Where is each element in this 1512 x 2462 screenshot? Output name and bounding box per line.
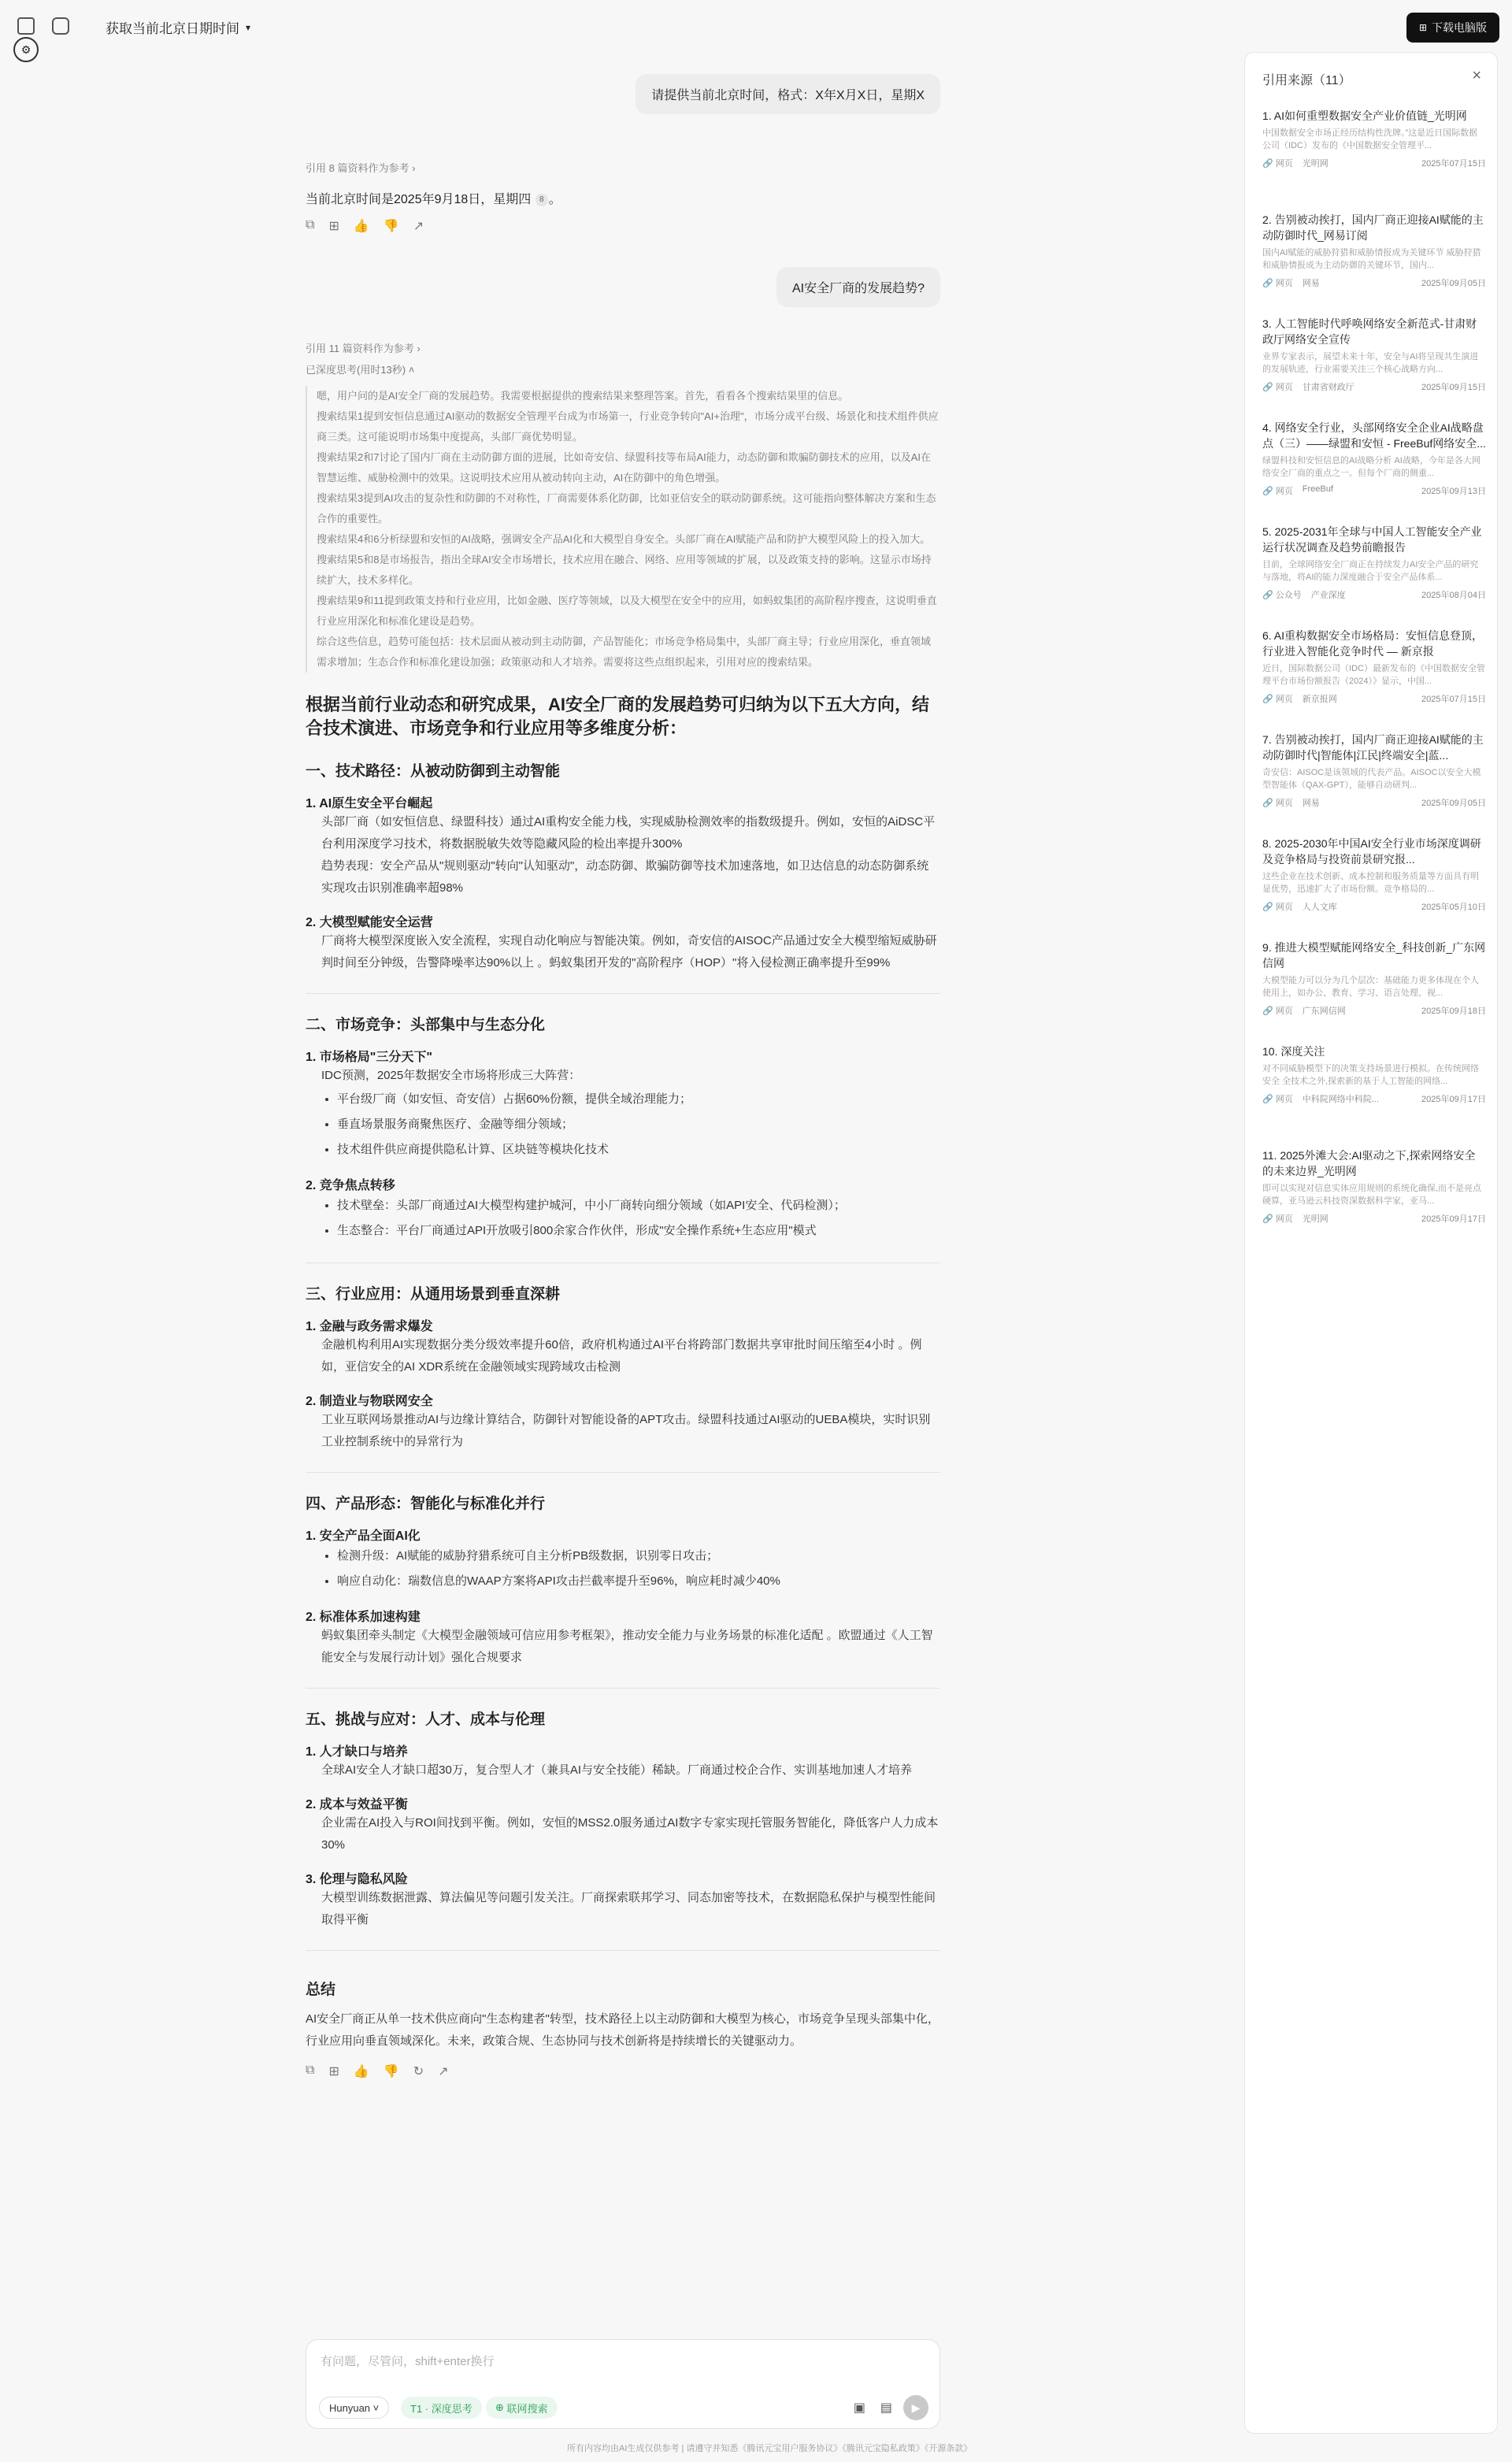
section-paragraph: 企业需在AI投入与ROI间找到平衡。例如，安恒的MSS2.0服务通过AI数字专家实现托管服务智能化，降低客户人力成本30% <box>321 1816 939 1852</box>
section-paragraph: IDC预测，2025年数据安全市场将形成三大阵营： <box>321 1069 581 1082</box>
share-icon[interactable]: ↗ <box>438 2065 449 2078</box>
chat-input-placeholder[interactable]: 有问题，尽管问，shift+enter换行 <box>321 2355 495 2368</box>
section-title: 五、挑战与应对：人才、成本与伦理 <box>306 1711 546 1728</box>
bookmark-icon[interactable]: ⊞ <box>328 2065 339 2078</box>
source-site: 广东网信网 <box>1302 1007 1346 1016</box>
source-snippet: 大模型能力可以分为几个层次：基础能力更多体现在个人使用上，如办公、教育、学习、语言处理、视... <box>1262 976 1479 998</box>
source-title[interactable]: 1. AI如何重塑数据安全产业价值链_光明网 <box>1262 109 1467 122</box>
source-type: 🔗 网页 <box>1262 799 1293 808</box>
sources-header: 引用来源（11） <box>1262 74 1351 87</box>
assistant-message <box>306 160 940 234</box>
message-actions <box>306 218 940 234</box>
message-actions <box>306 2063 940 2079</box>
source-title[interactable]: 5. 2025-2031年全球与中国人工智能安全产业运行状况调查及趋势前瞻报告 <box>1262 525 1482 554</box>
thumbs-down-icon[interactable]: 👎 <box>383 220 399 233</box>
subsection-title: 2. 成本与效益平衡 <box>306 1798 408 1811</box>
source-title[interactable]: 7. 告别被动挨打，国内厂商正迎接AI赋能的主动防御时代|智能体|江民|终端安全|蓝... <box>1262 733 1484 762</box>
source-title[interactable]: 10. 深度关注 <box>1262 1045 1325 1058</box>
bullet-item: • 垂直场景服务商聚焦医疗、金融等细分领域； <box>337 1112 940 1137</box>
source-site: 新京报网 <box>1302 695 1337 704</box>
model-selector[interactable]: Hunyuan ˅ <box>319 2397 389 2419</box>
assistant-message <box>306 340 940 2079</box>
source-meta <box>1262 588 1486 601</box>
source-meta <box>1262 380 1486 393</box>
section-paragraph: 全球AI安全人才缺口超30万，复合型人才（兼具AI与安全技能）稀缺。厂商通过校企合作、实训基地加速人才培养 <box>321 1763 913 1777</box>
download-app-label: 下载电脑版 <box>1432 21 1488 34</box>
divider <box>306 1950 940 1951</box>
source-card[interactable] <box>1262 1044 1486 1105</box>
deep-think-toggle[interactable]: 已深度思考(用时13秒) ˄ <box>306 364 415 376</box>
thinking-paragraph: 综合这些信息，趋势可能包括：技术层面从被动到主动防御，产品智能化；市场竞争格局集中，头部厂商主导；行业应用深化，垂直领域需求增加；生态合作和标准化建设加强；政策驱动和人才培养。需要将这些点组织起来，引用对应的搜索结果。 <box>317 636 932 668</box>
chat-input-box[interactable] <box>306 2339 940 2429</box>
source-card[interactable] <box>1262 732 1486 809</box>
source-snippet: 近日，国际数据公司（IDC）最新发布的《中国数据安全管理平台市场份额报告（2024）》显示，中国... <box>1262 664 1485 686</box>
source-title[interactable]: 2. 告别被动挨打，国内厂商正迎接AI赋能的主动防御时代_网易订阅 <box>1262 213 1484 242</box>
source-type: 🔗 网页 <box>1262 383 1293 392</box>
source-snippet: 中国数据安全市场正经历结构性洗牌。”这是近日国际数据公司（IDC）发布的《中国数据安全管理平... <box>1262 128 1478 150</box>
source-snippet: 这些企业在技术创新、成本控制和服务质量等方面具有明显优势，迅速扩大了市场份额。竞争格局的... <box>1262 872 1479 894</box>
source-site: 甘肃省财政厅 <box>1302 383 1354 392</box>
send-button[interactable]: ▶ <box>903 2395 928 2420</box>
source-date: 2025年05月10日 <box>1421 903 1486 912</box>
answer-headline: 根据当前行业动态和研究成果，AI安全厂商的发展趋势可归纳为以下五大方向，结合技术演进、市场竞争和行业应用等多维度分析： <box>306 695 930 738</box>
source-date: 2025年08月04日 <box>1421 591 1486 600</box>
source-title[interactable]: 3. 人工智能时代呼唤网络安全新范式-甘肃财政厅网络安全宣传 <box>1262 317 1477 346</box>
source-meta <box>1262 1092 1486 1105</box>
bullet-item: • 检测升级：AI赋能的威胁狩猎系统可自主分析PB级数据，识别零日攻击； <box>337 1544 940 1569</box>
source-title[interactable]: 9. 推进大模型赋能网络安全_科技创新_广东网信网 <box>1262 941 1486 970</box>
source-card[interactable] <box>1262 212 1486 289</box>
source-meta <box>1262 157 1486 169</box>
new-chat-icon[interactable] <box>52 17 69 35</box>
regenerate-icon[interactable]: ↻ <box>413 2065 424 2078</box>
thumbs-up-icon[interactable]: 👍 <box>353 2065 369 2078</box>
source-date: 2025年09月18日 <box>1421 1007 1486 1016</box>
section-paragraph: 金融机构利用AI实现数据分类分级效率提升60倍，政府机构通过AI平台将跨部门数据共享审批时间压缩至4小时 。例如，亚信安全的AI XDR系统在金融领域实现跨域攻击检测 <box>321 1338 922 1374</box>
footer-disclaimer: 所有内容均由AI生成仅供参考 | 请遵守并知悉《腾讯元宝用户服务协议》《腾讯元宝隐私政策》《开源条款》 <box>567 2444 973 2453</box>
source-snippet: 业界专家表示，展望未来十年，安全与AI将呈现共生演进的发展轨迹，行业需要关注三个核心战略方向... <box>1262 352 1479 374</box>
top-bar <box>0 0 1228 55</box>
source-date: 2025年09月05日 <box>1421 279 1486 288</box>
source-card[interactable] <box>1262 628 1486 705</box>
source-snippet: 即可以实现对信息实体应用规则的系统化确保,而不是亮点硬算，亚马逊云科技资深数据科学家，亚马... <box>1262 1184 1482 1206</box>
windows-icon: ⊞ <box>1418 22 1428 33</box>
thinking-paragraph: 搜索结果3提到AI攻击的复杂性和防御的不对称性，厂商需要体系化防御，比如亚信安全的联动防御系统。这可能指向整体解决方案和生态合作的重要性。 <box>317 492 936 525</box>
source-meta <box>1262 1004 1486 1017</box>
web-search-chip[interactable]: ⊕ 联网搜索 <box>486 2397 558 2419</box>
section-title: 一、技术路径：从被动防御到主动智能 <box>306 763 561 780</box>
source-date: 2025年09月17日 <box>1421 1095 1486 1104</box>
source-snippet: 奇安信：AISOC是该领域的代表产品。AISOC以安全大模型智能体（QAX-GPT），能够自动研判... <box>1262 768 1481 790</box>
source-meta <box>1262 900 1486 913</box>
section-title: 二、市场竞争：头部集中与生态分化 <box>306 1017 546 1033</box>
thinking-paragraph: 搜索结果5和8是市场报告，指出全球AI安全市场增长，技术应用在融合、网络、应用等领域的扩展，以及政策支持的影响。这显示市场持续扩大，技术多样化。 <box>317 554 932 586</box>
bullet-item: • 技术组件供应商提供隐私计算、区块链等模块化技术 <box>337 1137 940 1162</box>
bookmark-icon[interactable]: ⊞ <box>328 220 339 233</box>
source-card[interactable] <box>1262 420 1486 497</box>
thumbs-up-icon[interactable]: 👍 <box>353 220 369 233</box>
source-card[interactable] <box>1262 1148 1486 1225</box>
source-date: 2025年09月05日 <box>1421 799 1486 808</box>
chat-thread <box>306 63 940 2079</box>
source-type: 🔗 公众号 <box>1262 591 1302 600</box>
section-paragraph: 头部厂商（如安恒信息、绿盟科技）通过AI重构安全能力栈，实现威胁检测效率的指数级提升。例如，安恒的AiDSC平台利用深度学习技术，将数据脱敏失效等隐藏风险的检出率提升300% <box>321 815 936 851</box>
source-site: 网易 <box>1302 799 1320 808</box>
source-title[interactable]: 8. 2025-2030年中国AI安全行业市场深度调研及竞争格局与投资前景研究报... <box>1262 837 1481 866</box>
settings-icon[interactable]: ⚙ <box>13 37 39 62</box>
chevron-down-icon: ▾ <box>246 21 251 33</box>
source-type: 🔗 网页 <box>1262 279 1293 288</box>
source-site: 人人文库 <box>1302 903 1337 912</box>
thinking-content <box>306 386 940 673</box>
source-card[interactable] <box>1262 836 1486 913</box>
source-snippet: 对不同威胁模型下的决策支持场景进行模拟。在传统网络安全 全技术之外,探索新的基于人工智能的网络... <box>1262 1064 1479 1086</box>
section-title: 三、行业应用：从通用场景到垂直深耕 <box>306 1286 561 1303</box>
subsection-title: 1. AI原生安全平台崛起 <box>306 797 433 810</box>
answer-sections <box>306 759 940 1951</box>
subsection-title: 2. 竞争焦点转移 <box>306 1179 395 1192</box>
source-type: 🔗 网页 <box>1262 1214 1293 1224</box>
subsection-title: 2. 大模型赋能安全运营 <box>306 916 433 929</box>
source-meta <box>1262 692 1486 705</box>
section-paragraph: 趋势表现：安全产品从"规则驱动"转向"认知驱动"，动态防御、欺骗防御等技术加速落地，如卫达信息的动态防御系统实现攻击识别准确率超98% <box>321 859 929 895</box>
reference-count-link[interactable]: 引用 11 篇资料作为参考 › <box>306 343 421 354</box>
divider <box>306 993 940 994</box>
source-date: 2025年09月15日 <box>1421 383 1486 392</box>
source-card[interactable] <box>1262 524 1486 601</box>
source-site: 光明网 <box>1302 1214 1329 1224</box>
source-site: 产业深度 <box>1310 591 1346 600</box>
thinking-paragraph: 搜索结果9和11提到政策支持和行业应用，比如金融、医疗等领域，以及大模型在安全中的应用，如蚂蚁集团的高阶程序搜查，这说明垂直行业应用深化和标准化建设是趋势。 <box>317 595 937 627</box>
source-meta <box>1262 1212 1486 1225</box>
source-card[interactable] <box>1262 940 1486 1017</box>
source-meta <box>1262 796 1486 809</box>
section-paragraph: 蚂蚁集团牵头制定《大模型金融领域可信应用参考框架》，推动安全能力与业务场景的标准化适配 。欧盟通过《人工智能安全与发展行动计划》强化合规要求 <box>321 1629 933 1664</box>
subsection-title: 3. 伦理与隐私风险 <box>306 1873 408 1886</box>
source-site: 网易 <box>1302 279 1320 288</box>
globe-icon: ⊕ <box>495 2401 504 2413</box>
source-title[interactable]: 11. 2025外滩大会:AI驱动之下,探索网络安全的未来边界_光明网 <box>1262 1149 1476 1177</box>
subsection-title: 1. 安全产品全面AI化 <box>306 1529 421 1543</box>
bullet-list <box>306 1193 940 1244</box>
image-upload-icon[interactable]: ▣ <box>853 2401 865 2415</box>
section-title: 四、产品形态：智能化与标准化并行 <box>306 1496 546 1512</box>
copy-icon[interactable]: ⧉ <box>306 2063 315 2077</box>
divider <box>306 1472 940 1473</box>
summary-text: AI安全厂商正从单一技术供应商向"生态构建者"转型，技术路径上以主动防御和大模型为核心，市场竞争呈现头部集中化，行业应用向垂直领域深化。未来，政策合规、生态协同与技术创新将是持续增长的关键驱动力。 <box>306 2012 939 2048</box>
subsection-title: 1. 人才缺口与培养 <box>306 1745 408 1759</box>
sources-panel <box>1244 52 1498 2434</box>
bullet-item: • 技术壁垒：头部厂商通过AI大模型构建护城河，中小厂商转向细分领域（如API安全、代码检测）； <box>337 1193 940 1218</box>
conversation-title[interactable] <box>106 17 250 37</box>
answer-text: 当前北京时间是2025年9月18日，星期四 8 。 <box>306 193 561 206</box>
source-snippet: 绿盟科技和安恒信息的AI战略分析 AI战略，今年是各大网络安全厂商的重点之一。但每个厂商的侧重... <box>1262 456 1480 478</box>
bullet-item: • 响应自动化：瑞数信息的WAAP方案将API攻击拦截率提升至96%，响应耗时减少40% <box>337 1569 940 1594</box>
source-type: 🔗 网页 <box>1262 1095 1293 1104</box>
bullet-item: • 生态整合：平台厂商通过API开放吸引800余家合作伙伴，形成"安全操作系统+生态应用"模式 <box>337 1218 940 1244</box>
source-meta <box>1262 276 1486 289</box>
subsection-title: 2. 标准体系加速构建 <box>306 1611 421 1624</box>
bullet-item: • 平台级厂商（如安恒、奇安信）占据60%份额，提供全域治理能力； <box>337 1087 940 1112</box>
thumbs-down-icon[interactable]: 👎 <box>383 2065 399 2078</box>
bullet-list <box>306 1087 940 1162</box>
bullet-list <box>306 1544 940 1594</box>
source-meta <box>1262 484 1486 497</box>
source-site: FreeBuf <box>1302 484 1333 494</box>
source-date: 2025年09月17日 <box>1421 1214 1486 1224</box>
thinking-paragraph: 搜索结果1提到安恒信息通过AI驱动的数据安全管理平台成为市场第一，行业竞争转向"AI+治理"，市场分成平台级、场景化和技术组件供应商三类。这可能说明市场集中度提高，头部厂商优势明显。 <box>317 410 939 443</box>
subsection-title: 1. 市场格局"三分天下" <box>306 1051 432 1064</box>
source-snippet: 国内AI赋能的威胁狩猎和威胁情报成为关键环节 威胁狩猎和威胁情报成为主动防御的关键环节，国内... <box>1262 248 1481 270</box>
copy-icon[interactable]: ⧉ <box>306 218 315 232</box>
section-paragraph: 大模型训练数据泄露、算法偏见等问题引发关注。厂商探索联邦学习、同态加密等技术，在数据隐私保护与模型性能间取得平衡 <box>321 1891 936 1926</box>
conversation-title-text: 获取当前北京日期时间 <box>106 21 239 36</box>
source-site: 中科院网络中科院... <box>1302 1095 1379 1104</box>
source-date: 2025年07月15日 <box>1421 695 1486 704</box>
close-icon[interactable]: × <box>1472 67 1481 84</box>
sidebar-toggle-icon[interactable] <box>17 17 35 35</box>
divider <box>306 1688 940 1689</box>
source-type: 🔗 网页 <box>1262 903 1293 912</box>
source-date: 2025年07月15日 <box>1421 159 1486 169</box>
share-icon[interactable]: ↗ <box>413 220 424 233</box>
user-message: AI安全厂商的发展趋势? <box>776 267 940 307</box>
subsection-title: 2. 制造业与物联网安全 <box>306 1395 433 1408</box>
source-card[interactable] <box>1262 108 1486 169</box>
source-title[interactable]: 4. 网络安全行业，头部网络安全企业AI战略盘点（三）——绿盟和安恒 - FreeBuf网络安全... <box>1262 421 1486 450</box>
source-type: 🔗 网页 <box>1262 487 1293 496</box>
user-message: 请提供当前北京时间，格式：X年X月X日，星期X <box>636 74 940 114</box>
source-type: 🔗 网页 <box>1262 695 1293 704</box>
subsection-title: 1. 金融与政务需求爆发 <box>306 1320 433 1333</box>
source-type: 🔗 网页 <box>1262 159 1293 169</box>
download-app-button[interactable] <box>1406 13 1499 43</box>
source-snippet: 目前，全球网络安全厂商正在持续发力AI安全产品的研究与落地，将AI的能力深度融合于安全产品体系... <box>1262 560 1479 582</box>
summary-title: 总结 <box>306 1982 336 1998</box>
source-site: 光明网 <box>1302 159 1329 169</box>
section-paragraph: 厂商将大模型深度嵌入安全流程，实现自动化响应与智能决策。例如，奇安信的AISOC产品通过安全大模型缩短威胁研判时间至分钟级，告警降噪率达90%以上 。蚂蚁集团开发的"高阶程序（HOP）"将入侵检测正确率提升至99% <box>321 934 937 970</box>
source-date: 2025年09月13日 <box>1421 487 1486 496</box>
reference-count-link[interactable]: 引用 8 篇资料作为参考 › <box>306 162 416 174</box>
thinking-paragraph: 嗯，用户问的是AI安全厂商的发展趋势。我需要根据提供的搜索结果来整理答案。首先，看看各个搜索结果里的信息。 <box>317 390 849 402</box>
file-upload-icon[interactable]: ▤ <box>880 2401 892 2415</box>
thinking-paragraph: 搜索结果4和6分析绿盟和安恒的AI战略，强调安全产品AI化和大模型自身安全。头部厂商在AI赋能产品和防护大模型风险上的投入加大。 <box>317 533 931 545</box>
deep-think-chip[interactable]: T1 · 深度思考 <box>401 2397 482 2419</box>
source-type: 🔗 网页 <box>1262 1007 1293 1016</box>
section-paragraph: 工业互联网场景推动AI与边缘计算结合，防御针对智能设备的APT攻击。绿盟科技通过AI驱动的UEBA模块，实时识别工业控制系统中的异常行为 <box>321 1413 931 1448</box>
source-title[interactable]: 6. AI重构数据安全市场格局：安恒信息登顶，行业进入智能化竞争时代 — 新京报 <box>1262 629 1484 658</box>
source-card[interactable] <box>1262 316 1486 393</box>
thinking-paragraph: 搜索结果2和7讨论了国内厂商在主动防御方面的进展，比如奇安信、绿盟科技等布局AI能力，动态防御和欺骗防御技术的应用，以及AI在智慧运维、威胁检测中的效果。这说明技术应用从被动转向主动，AI在防御中的角色增强。 <box>317 451 932 484</box>
